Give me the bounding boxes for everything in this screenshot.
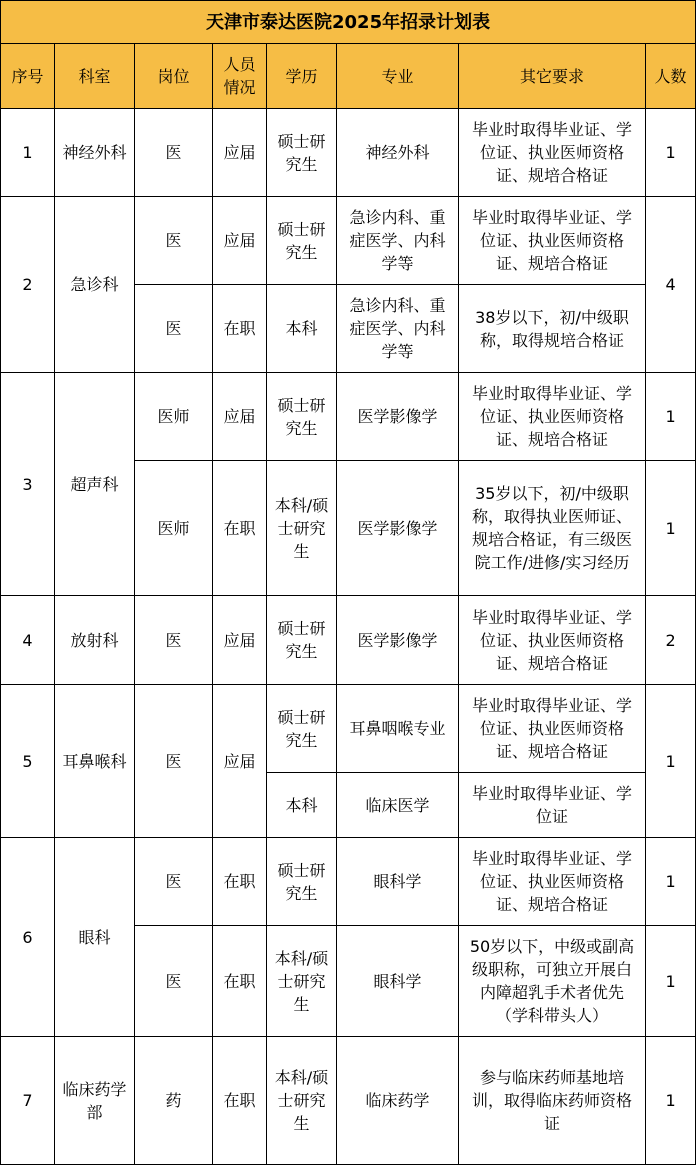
table-row — [1, 838, 696, 926]
title-row — [1, 1, 696, 44]
cell-seq: 7 — [1, 1037, 55, 1165]
cell-count: 1 — [646, 1037, 696, 1165]
cell-status: 在职 — [213, 926, 267, 1037]
cell-post: 医师 — [135, 373, 213, 461]
cell-req: 35岁以下，初/中级职称，取得执业医师证、规培合格证，有三级医院工作/进修/实习经历 — [459, 461, 646, 596]
cell-edu: 本科 — [267, 773, 337, 838]
cell-dept: 临床药学部 — [55, 1037, 135, 1165]
cell-req: 毕业时取得毕业证、学位证、执业医师资格证、规培合格证 — [459, 685, 646, 773]
cell-count: 1 — [646, 373, 696, 461]
cell-edu: 本科/硕士研究生 — [267, 461, 337, 596]
cell-status: 在职 — [213, 838, 267, 926]
cell-major: 急诊内科、重症医学、内科学等 — [337, 197, 459, 285]
cell-edu: 硕士研究生 — [267, 109, 337, 197]
cell-edu: 硕士研究生 — [267, 685, 337, 773]
cell-edu: 硕士研究生 — [267, 596, 337, 685]
cell-req: 毕业时取得毕业证、学位证、执业医师资格证、规培合格证 — [459, 197, 646, 285]
cell-dept: 放射科 — [55, 596, 135, 685]
cell-status: 应届 — [213, 685, 267, 838]
cell-status: 应届 — [213, 596, 267, 685]
table-title: 天津市泰达医院2025年招录计划表 — [1, 1, 696, 44]
cell-req: 毕业时取得毕业证、学位证、执业医师资格证、规培合格证 — [459, 373, 646, 461]
cell-req: 50岁以下，中级或副高级职称，可独立开展白内障超乳手术者优先（学科带头人） — [459, 926, 646, 1037]
cell-seq: 6 — [1, 838, 55, 1037]
cell-status: 在职 — [213, 1037, 267, 1165]
table-row — [1, 109, 696, 197]
cell-status: 在职 — [213, 461, 267, 596]
header-edu: 学历 — [267, 44, 337, 109]
cell-count: 4 — [646, 197, 696, 373]
header-post: 岗位 — [135, 44, 213, 109]
cell-major: 急诊内科、重症医学、内科学等 — [337, 285, 459, 373]
cell-post: 医 — [135, 285, 213, 373]
table-row — [1, 596, 696, 685]
cell-seq: 5 — [1, 685, 55, 838]
cell-status: 在职 — [213, 285, 267, 373]
cell-post: 医师 — [135, 461, 213, 596]
cell-seq: 3 — [1, 373, 55, 596]
cell-seq: 4 — [1, 596, 55, 685]
cell-edu: 本科/硕士研究生 — [267, 926, 337, 1037]
cell-major: 神经外科 — [337, 109, 459, 197]
table-row — [1, 373, 696, 461]
cell-seq: 2 — [1, 197, 55, 373]
cell-edu: 硕士研究生 — [267, 838, 337, 926]
cell-req: 毕业时取得毕业证、学位证、执业医师资格证、规培合格证 — [459, 109, 646, 197]
cell-major: 医学影像学 — [337, 373, 459, 461]
cell-post: 药 — [135, 1037, 213, 1165]
cell-post: 医 — [135, 926, 213, 1037]
table-row — [1, 1037, 696, 1165]
header-seq: 序号 — [1, 44, 55, 109]
cell-count: 1 — [646, 461, 696, 596]
cell-post: 医 — [135, 838, 213, 926]
header-count: 人数 — [646, 44, 696, 109]
cell-seq: 1 — [1, 109, 55, 197]
cell-post: 医 — [135, 197, 213, 285]
cell-dept: 耳鼻喉科 — [55, 685, 135, 838]
cell-count: 1 — [646, 926, 696, 1037]
cell-major: 耳鼻咽喉专业 — [337, 685, 459, 773]
cell-req: 毕业时取得毕业证、学位证 — [459, 773, 646, 838]
cell-major: 临床医学 — [337, 773, 459, 838]
header-row — [1, 44, 696, 109]
cell-post: 医 — [135, 685, 213, 838]
cell-dept: 急诊科 — [55, 197, 135, 373]
cell-count: 1 — [646, 109, 696, 197]
cell-edu: 本科/硕士研究生 — [267, 1037, 337, 1165]
cell-major: 眼科学 — [337, 926, 459, 1037]
cell-count: 1 — [646, 838, 696, 926]
cell-count: 1 — [646, 685, 696, 838]
cell-edu: 硕士研究生 — [267, 373, 337, 461]
cell-status: 应届 — [213, 373, 267, 461]
cell-dept: 眼科 — [55, 838, 135, 1037]
cell-req: 38岁以下，初/中级职称，取得规培合格证 — [459, 285, 646, 373]
cell-major: 医学影像学 — [337, 461, 459, 596]
cell-req: 参与临床药师基地培训，取得临床药师资格证 — [459, 1037, 646, 1165]
cell-req: 毕业时取得毕业证、学位证、执业医师资格证、规培合格证 — [459, 838, 646, 926]
cell-status: 应届 — [213, 197, 267, 285]
table-row — [1, 685, 696, 773]
cell-dept: 超声科 — [55, 373, 135, 596]
cell-edu: 本科 — [267, 285, 337, 373]
header-status: 人员情况 — [213, 44, 267, 109]
cell-post: 医 — [135, 596, 213, 685]
cell-status: 应届 — [213, 109, 267, 197]
header-dept: 科室 — [55, 44, 135, 109]
cell-post: 医 — [135, 109, 213, 197]
cell-major: 眼科学 — [337, 838, 459, 926]
cell-dept: 神经外科 — [55, 109, 135, 197]
header-req: 其它要求 — [459, 44, 646, 109]
cell-edu: 硕士研究生 — [267, 197, 337, 285]
cell-req: 毕业时取得毕业证、学位证、执业医师资格证、规培合格证 — [459, 596, 646, 685]
cell-major: 医学影像学 — [337, 596, 459, 685]
header-major: 专业 — [337, 44, 459, 109]
table-row — [1, 197, 696, 285]
cell-major: 临床药学 — [337, 1037, 459, 1165]
cell-count: 2 — [646, 596, 696, 685]
